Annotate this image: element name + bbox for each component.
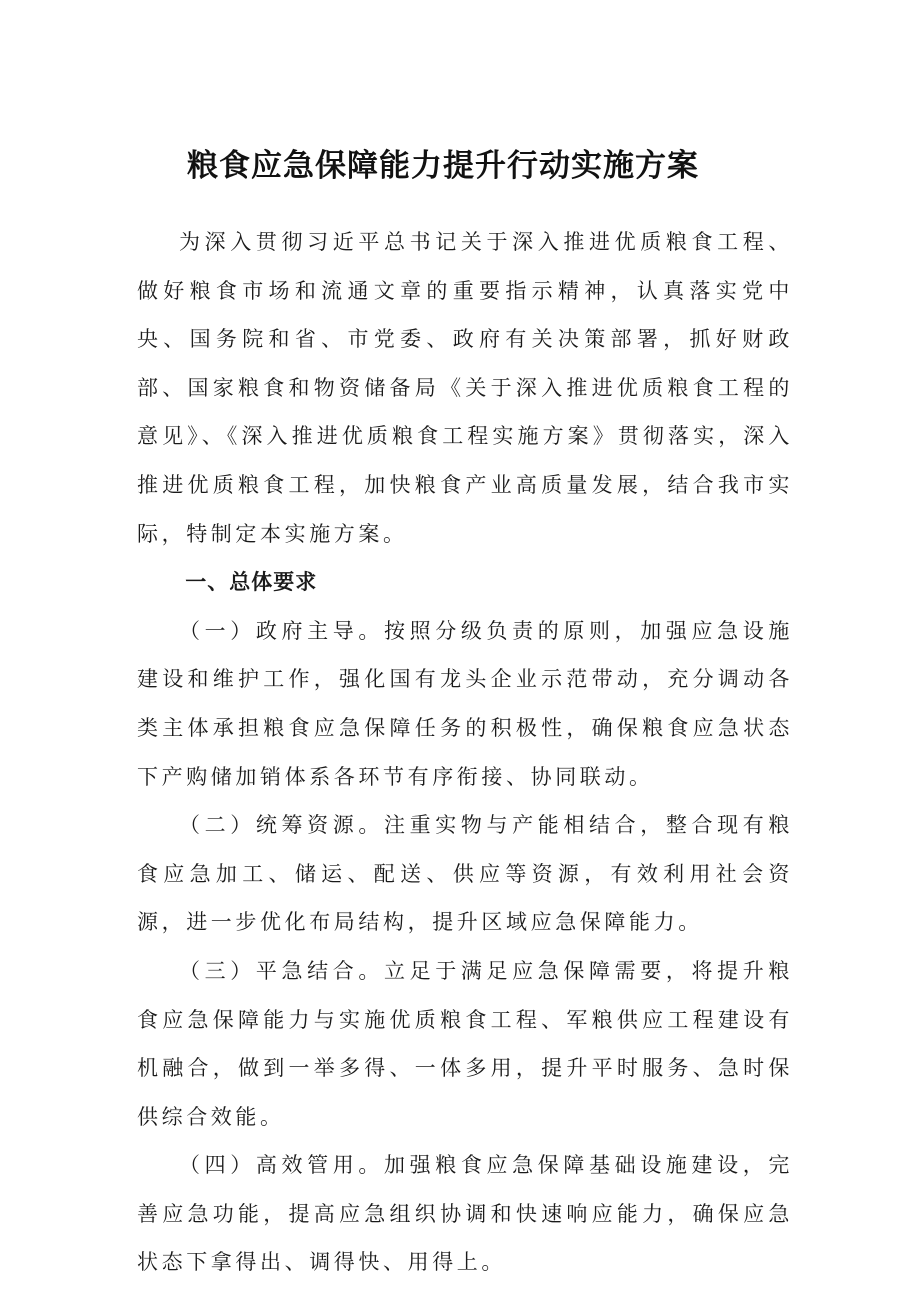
- paragraph-principle-1: （一）政府主导。按照分级负责的原则，加强应急设施建设和维护工作，强化国有龙头企业示范带动，充分调动各类主体承担粮食应急保障任务的积极性，确保粮食应急状态下产购储加销体系各环节有序衔接、协同联动。: [137, 618, 793, 789]
- document-title: 粮食应急保障能力提升行动实施方案: [187, 148, 699, 184]
- paragraph-principle-2: （二）统筹资源。注重实物与产能相结合，整合现有粮食应急加工、储运、配送、供应等资源，有效利用社会资源，进一步优化布局结构，提升区域应急保障能力。: [137, 813, 793, 935]
- paragraph-principle-3: （三）平急结合。立足于满足应急保障需要，将提升粮食应急保障能力与实施优质粮食工程、军粮供应工程建设有机融合，做到一举多得、一体多用，提升平时服务、急时保供综合效能。: [137, 958, 793, 1129]
- document-body: [137, 218, 793, 1287]
- section-heading: 一、总体要求: [185, 570, 318, 595]
- intro-paragraph: 为深入贯彻习近平总书记关于深入推进优质粮食工程、做好粮食市场和流通文章的重要指示精神，认真落实党中央、国务院和省、市党委、政府有关决策部署，抓好财政部、国家粮食和物资储备局《关于深入推进优质粮食工程的意见》、《深入推进优质粮食工程实施方案》贯彻落实，深入推进优质粮食工程，加快粮食产业高质量发展，结合我市实际，特制定本实施方案。: [137, 230, 793, 546]
- paragraph-principle-4: （四）高效管用。加强粮食应急保障基础设施建设，完善应急功能，提高应急组织协调和快速响应能力，确保应急状态下拿得出、调得快、用得上。: [137, 1153, 793, 1275]
